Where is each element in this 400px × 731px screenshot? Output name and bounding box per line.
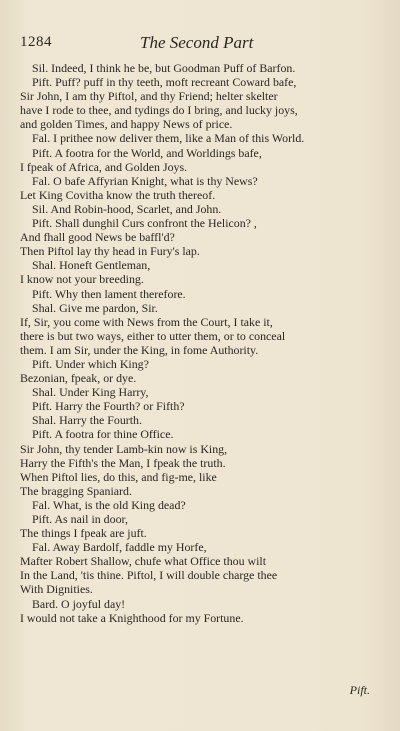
text-line: have I rode to thee, and tydings do I bring, and lucky joys, [20,103,298,118]
text-line: Pift. Shall dunghil Curs confront the Helicon? , [32,216,257,231]
text-line: If, Sir, you come with News from the Court, I take it, [20,314,273,329]
text-line: And fhall good News be baffl'd? [20,230,175,245]
play-text [20,61,386,625]
text-line: Shal. Honeft Gentleman, [32,258,151,273]
page-number: 1284 [20,34,52,50]
text-line: Pift. A footra for the World, and Worldings bafe, [32,145,262,160]
catchword: Pift. [349,683,370,697]
text-line: Harry the Fifth's the Man, I fpeak the truth. [20,455,226,470]
text-line: Sir John, thy tender Lamb-kin now is King, [20,441,228,456]
text-line: The things I fpeak are juft. [20,526,147,541]
text-line: I fpeak of Africa, and Golden Joys. [20,159,188,174]
text-line: Shal. Under King Harry, [32,385,149,400]
running-title: The Second Part [140,33,254,52]
text-line: Pift. Under which King? [32,356,149,371]
text-line: Pift. A footra for thine Office. [32,427,174,442]
text-line: Mafter Robert Shallow, chufe what Office thou wilt [20,554,267,569]
text-line: Pift. Puff? puff in thy teeth, moft recreant Coward bafe, [32,75,297,90]
text-line: Fal. I prithee now deliver them, like a Man of this World. [32,131,305,146]
text-line: Sil. And Robin-hood, Scarlet, and John. [32,201,222,216]
page-header [20,34,380,56]
text-line: them. I am Sir, under the King, in fome Authority. [20,342,259,357]
text-line: Bezonian, fpeak, or dye. [20,371,137,386]
text-line: Sir John, I am thy Piftol, and thy Friend; helter skelter [20,89,278,104]
text-line: Fal. Away Bardolf, faddle my Horfe, [32,540,207,555]
text-line: Shal. Give me pardon, Sir. [32,300,158,315]
text-line: The bragging Spaniard. [20,483,132,498]
text-line: I know not your breeding. [20,272,144,287]
text-line: there is but two ways, either to utter them, or to conceal [20,328,286,343]
text-line: Let King Covitha know the truth thereof. [20,187,216,202]
text-line: Fal. O bafe Affyrian Knight, what is thy News? [32,173,258,188]
text-line: With Dignities. [20,582,93,597]
text-line: Pift. Why then lament therefore. [32,286,186,301]
text-line: Fal. What, is the old King dead? [32,497,186,512]
text-line: Pift. Harry the Fourth? or Fifth? [32,399,185,414]
text-line: Pift. As nail in door, [32,512,128,526]
text-line: Shal. Harry the Fourth. [32,413,142,428]
text-line: I would not take a Knighthood for my Fortune. [20,610,244,625]
text-line: When Piftol lies, do this, and fig-me, like [20,469,217,484]
text-line: Then Piftol lay thy head in Fury's lap. [20,244,200,259]
text-line: Sil. Indeed, I think he be, but Goodman Puff of Barfon. [32,61,296,75]
text-line: Bard. O joyful day! [32,596,126,611]
text-line: and golden Times, and happy News of price. [20,117,233,132]
text-line: In the Land, 'tis thine. Piftol, I will double charge thee [20,568,278,583]
